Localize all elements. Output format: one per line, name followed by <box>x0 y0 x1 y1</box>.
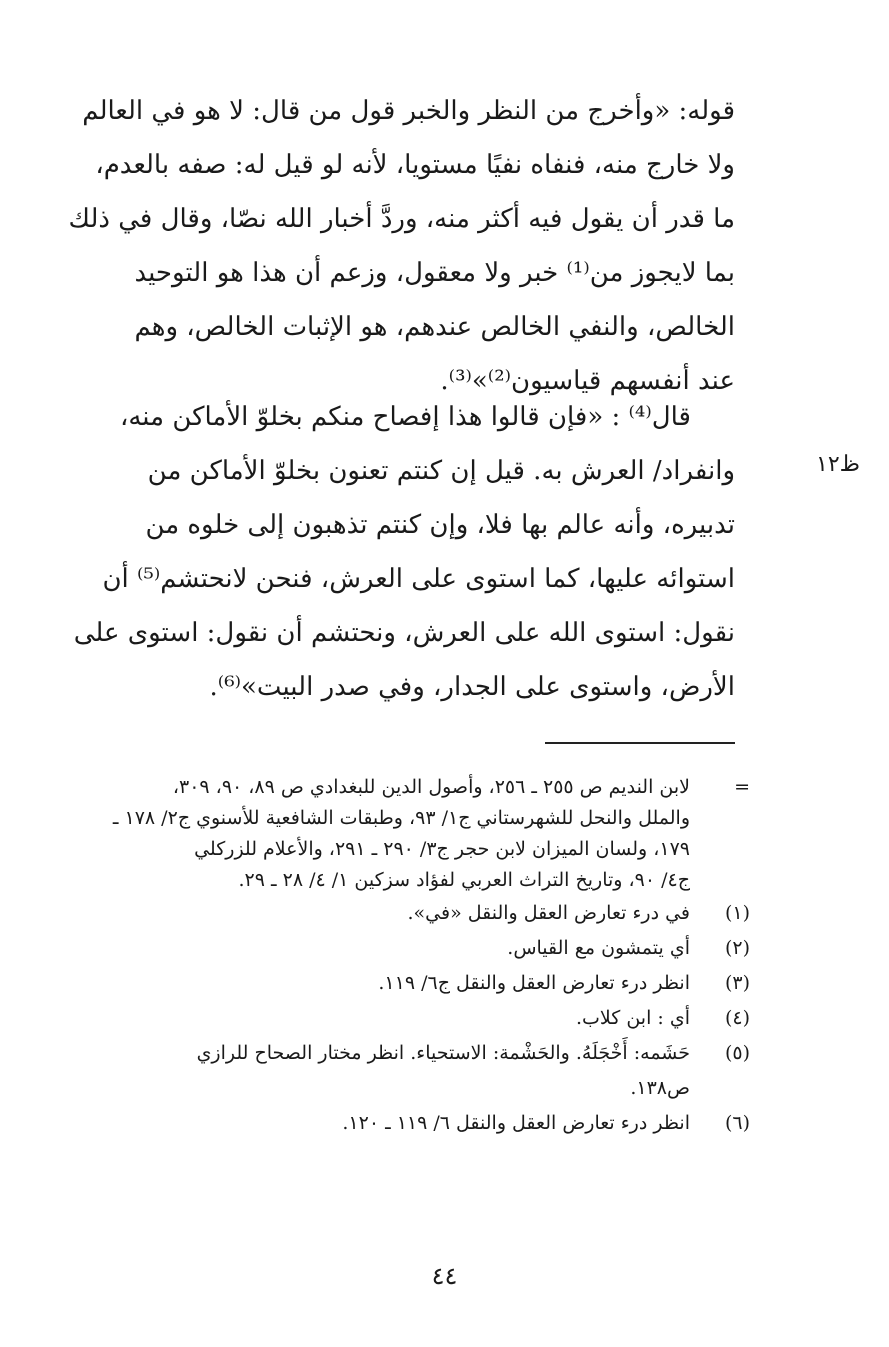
footnote-line: في درء تعارض العقل والنقل «في». <box>407 902 690 924</box>
text-line: ما قدر أن يقول فيه أكثر منه، وردَّ أخبار الله نصّا، وقال في ذلك <box>68 204 735 234</box>
text-line: بما لايجوز من⁽¹⁾ خبر ولا معقول، وزعم أن هذا هو التوحيد <box>134 258 735 288</box>
text-line: الأرض، واستوى على الجدار، وفي صدر البيت»⁽⁶⁾. <box>209 672 735 702</box>
footnote-line: أي يتمشون مع القياس. <box>507 937 690 959</box>
footnote-line: انظر درء تعارض العقل والنقل ج٦/ ١١٩. <box>378 972 690 994</box>
text-line: نقول: استوى الله على العرش، ونحتشم أن نقول: استوى على <box>73 618 735 648</box>
footnote-line: لابن النديم ص ٢٥٥ ـ ٢٥٦، وأصول الدين للبغدادي ص ٨٩، ٩٠، ٣٠٩، <box>172 776 690 798</box>
text-line: قال⁽⁴⁾ : «فإن قالوا هذا إفصاح منكم بخلوّ الأماكن منه، <box>119 402 691 432</box>
footnotes <box>55 772 750 1141</box>
footnote-continuation <box>55 772 750 896</box>
footnote-3 <box>55 966 750 1001</box>
footnote-number: (١) <box>724 902 750 924</box>
footnote-number: (٢) <box>724 937 750 959</box>
text-line: ولا خارج منه، فنفاه نفيًا مستويا، لأنه لو قيل له: صفه بالعدم، <box>95 150 735 180</box>
text-line: الخالص، والنفي الخالص عندهم، هو الإثبات الخالص، وهم <box>134 312 735 342</box>
footnote-number: (٦) <box>724 1112 750 1134</box>
footnote-line: حَشَمه: أَخْجَلَهُ. والحَشْمة: الاستحياء. انظر مختار الصحاح للرازي <box>196 1042 690 1064</box>
footnote-number: (٣) <box>724 972 750 994</box>
footnote-separator <box>545 742 735 744</box>
footnote-number: (٤) <box>724 1007 750 1029</box>
footnote-line: ص١٣٨. <box>630 1077 690 1099</box>
footnote-line: ج٤/ ٩٠، وتاريخ التراث العربي لفؤاد سزكين ١/ ٤/ ٢٨ ـ ٢٩. <box>238 869 690 891</box>
continuation-marker: = <box>734 776 750 798</box>
footnote-line: أي : ابن كلاب. <box>575 1007 690 1029</box>
footnote-line: انظر درء تعارض العقل والنقل ٦/ ١١٩ ـ ١٢٠. <box>342 1112 690 1134</box>
footnote-2 <box>55 931 750 966</box>
paragraph-1 <box>60 84 735 408</box>
text-line: عند أنفسهم قياسيون⁽²⁾»⁽³⁾. <box>440 366 735 396</box>
footnote-5 <box>55 1036 750 1106</box>
footnote-1 <box>55 896 750 931</box>
paragraph-2 <box>60 390 735 714</box>
footnote-line: ١٧٩، ولسان الميزان لابن حجر ج٣/ ٢٩٠ ـ ٢٩١، والأعلام للزركلي <box>194 838 690 860</box>
text-line: استوائه عليها، كما استوى على العرش، فنحن لانحتشم⁽⁵⁾ أن <box>102 564 735 594</box>
manuscript-folio-marker: ظ١٢ <box>816 452 860 477</box>
text-line: وانفراد/ العرش به. قيل إن كنتم تعنون بخلوّ الأماكن من <box>147 456 735 486</box>
footnote-4 <box>55 1001 750 1036</box>
footnote-6 <box>55 1106 750 1141</box>
footnote-number: (٥) <box>724 1042 750 1064</box>
text-line: قوله: «وأخرج من النظر والخبر قول من قال: لا هو في العالم <box>82 96 735 126</box>
footnote-line: والملل والنحل للشهرستاني ج١/ ٩٣، وطبقات الشافعية للأسنوي ج٢/ ١٧٨ ـ <box>112 807 690 829</box>
page-number: ٤٤ <box>431 1262 458 1290</box>
text-line: تدبيره، وأنه عالم بها فلا، وإن كنتم تذهبون إلى خلوه من <box>145 510 735 540</box>
